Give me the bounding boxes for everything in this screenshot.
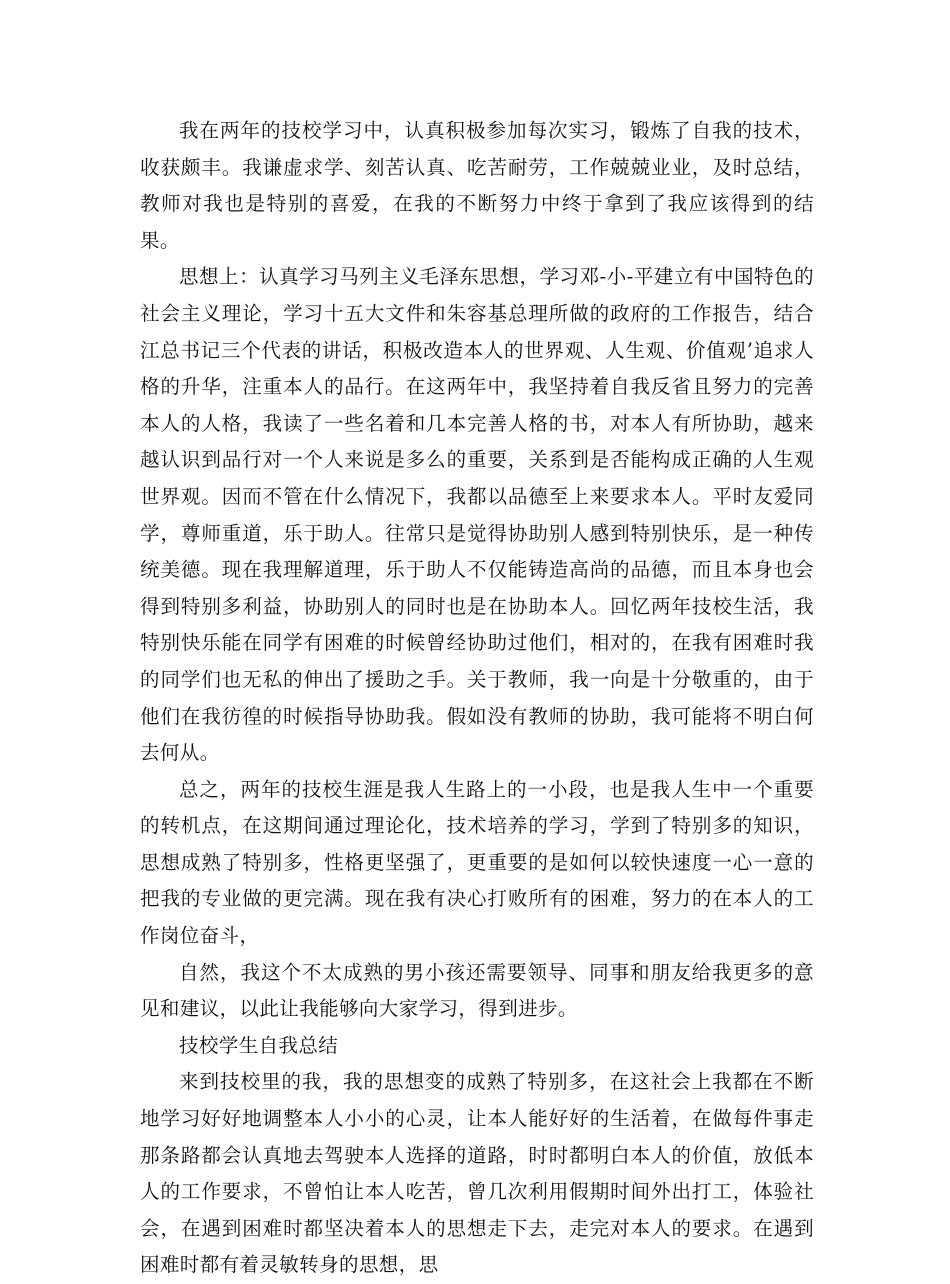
paragraph-summary: 总之，两年的技校生涯是我人生路上的一小段，也是我人生中一个重要的转机点，在这期间通过理论化，技术培养的学习，学到了特别多的知识，思想成熟了特别多，性格更坚强了，更重要的是如何以较快速度一心一意的把我的专业做的更完满。现在我有决心打败所有的困难，努力的在本人的工作岗位奋斗，: [140, 777, 814, 948]
paragraph-closing: 自然，我这个不太成熟的男小孩还需要领导、同事和朋友给我更多的意见和建议，以此让我能够向大家学习，得到进步。: [140, 960, 814, 1021]
paragraph-thought: 思想上：认真学习马列主义毛泽东思想，学习邓-小-平建立有中国特色的社会主义理论，学习十五大文件和朱容基总理所做的政府的工作报告，结合江总书记三个代表的讲话，积极改造本人的世界观、人生观、价值观’追求人格的升华，注重本人的品行。在这两年中，我坚持着自我反省且努力的完善本人的人格，我读了一些名着和几本完善人格的书，对本人有所协助，越来越认识到品行对一个人来说是多么的重要，关系到是否能构成正确的人生观世界观。因而不管在什么情况下，我都以品德至上来要求本人。平时友爱同学，尊师重道，乐于助人。往常只是觉得协助别人感到特别快乐，是一种传统美德。现在我理解道理，乐于助人不仅能铸造高尚的品德，而且本身也会得到特别多利益，协助别人的同时也是在协助本人。回忆两年技校生活，我特别快乐能在同学有困难的时候曾经协助过他们，相对的，在我有困难时我的同学们也无私的伸出了援助之手。关于教师，我一向是十分敬重的，由于他们在我彷徨的时候指导协助我。假如没有教师的协助，我可能将不明白何去何从。: [140, 265, 814, 765]
document-body: [140, 113, 814, 1284]
section-heading: 技校学生自我总结: [179, 1033, 339, 1057]
paragraph-practice: 我在两年的技校学习中，认真积极参加每次实习，锻炼了自我的技术，收获颇丰。我谦虚求学、刻苦认真、吃苦耐劳，工作兢兢业业，及时总结，教师对我也是特别的喜爱，在我的不断努力中终于拿到了我应该得到的结果。: [140, 119, 814, 252]
paragraph-self-summary: 来到技校里的我，我的思想变的成熟了特别多，在这社会上我都在不断地学习好好地调整本人小小的心灵，让本人能好好的生活着，在做每件事走那条路都会认真地去驾驶本人选择的道路，时时都明白本人的价值，放低本人的工作要求，不曾怕让本人吃苦，曾几次利用假期时间外出打工，体验社会，在遇到困难时都坚决着本人的思想走下去，走完对本人的要求。在遇到困难时都有着灵敏转身的思想，思: [140, 1070, 814, 1277]
